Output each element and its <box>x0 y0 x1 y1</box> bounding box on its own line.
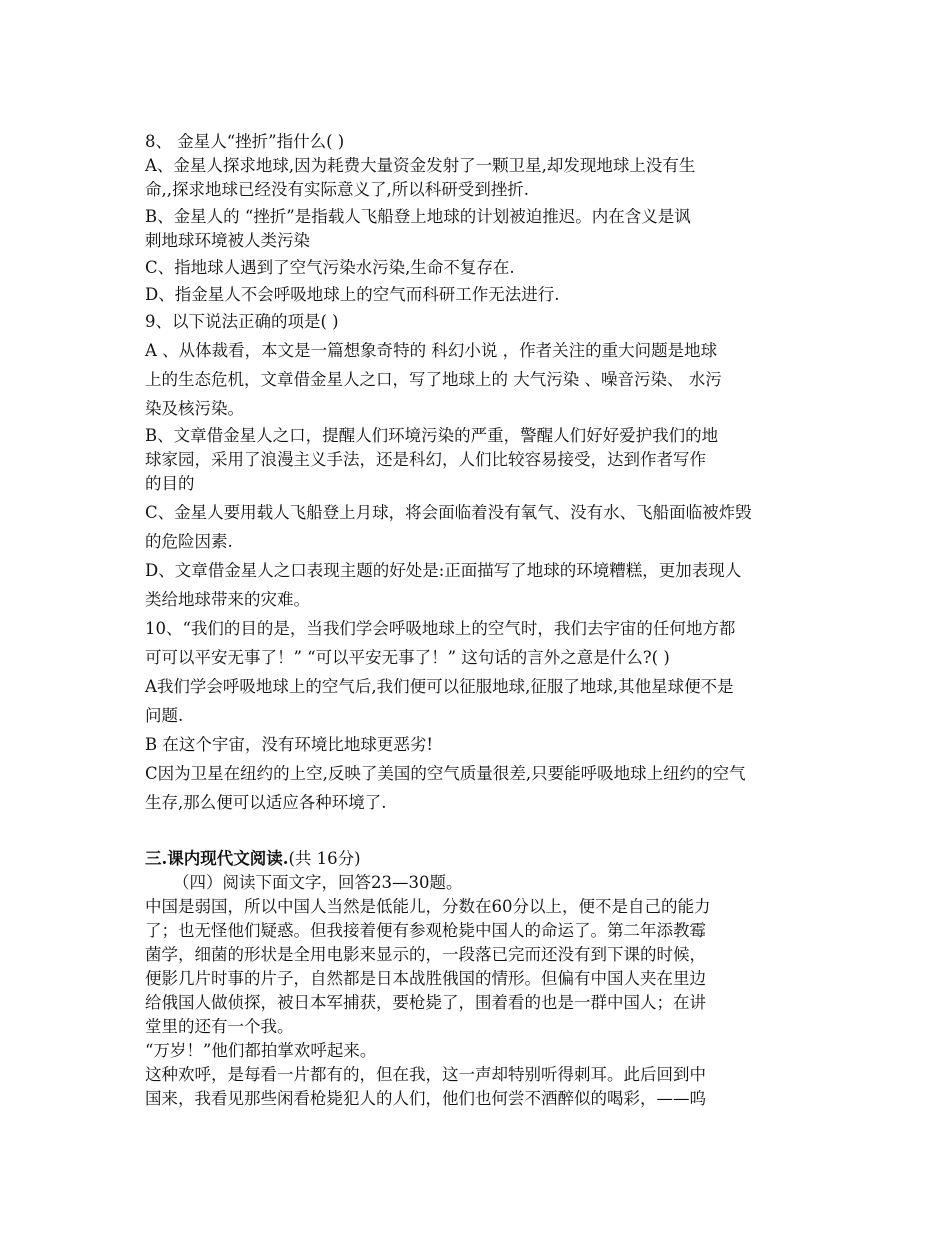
passage-p1-line2: 了；也无怪他们疑惑。但我接着便有参观枪毙中国人的命运了。第二年添教霉 <box>145 921 706 940</box>
document-page <box>145 130 855 1111</box>
section-3-score: (共 16分) <box>288 849 361 868</box>
section-3 <box>145 847 855 1111</box>
q10-option-b: B 在这个宇宙，没有环境比地球更恶劣! <box>145 735 434 754</box>
q9-stem: 9、以下说法正确的项是( ) <box>145 312 339 331</box>
q10-stem-line2: 可可以平安无事了！” “可以平安无事了！” 这句话的言外之意是什么?( ) <box>145 648 670 667</box>
passage-p1-line5: 给俄国人做侦探，被日本军捕获，要枪毙了，围着看的也是一群中国人；在讲 <box>145 993 706 1012</box>
q9-option-b-line3: 的目的 <box>145 474 195 493</box>
q9-option-c-line2: 的危险因素. <box>145 532 233 551</box>
q10-option-a-line2: 问题. <box>145 706 184 725</box>
section-3-heading <box>145 847 855 871</box>
passage-p3-line2: 国来，我看见那些闲看枪毙犯人的人们，他们也何尝不酒醉似的喝彩，——呜 <box>145 1089 706 1108</box>
question-8 <box>145 130 855 307</box>
q9-option-a-line2: 上的生态危机，文章借金星人之口，写了地球上的 大气污染 、噪音污染、 水污 <box>145 370 722 389</box>
q9-option-a-line1: A 、从体裁看，本文是一篇想象奇特的 科幻小说 ，作者关注的重大问题是地球 <box>145 341 718 360</box>
passage-p2: “万岁！”他们都拍掌欢呼起来。 <box>145 1041 377 1060</box>
q8-option-b-line1: B、金星人的 “挫折”是指载人飞船登上地球的计划被迫推迟。内在含义是讽 <box>145 207 691 226</box>
passage-p1-line1: 中国是弱国，所以中国人当然是低能儿，分数在60分以上，便不是自己的能力 <box>145 897 711 916</box>
q10-option-c-line2: 生存,那么便可以适应各种环境了. <box>145 793 387 812</box>
q10-stem-line1: 10、“我们的目的是，当我们学会呼吸地球上的空气时，我们去宇宙的任何地方都 <box>145 619 736 638</box>
q8-stem: 8、 金星人“挫折”指什么( ) <box>145 132 345 151</box>
q9-option-a-line3: 染及核污染。 <box>145 399 244 418</box>
q10-option-a-line1: A我们学会呼吸地球上的空气后,我们便可以征服地球,征服了地球,其他星球便不是 <box>145 677 734 696</box>
q9-option-c-line1: C、金星人要用载人飞船登上月球，将会面临着没有氧气、没有水、飞船面临被炸毁 <box>145 503 752 522</box>
q9-option-d-line1: D、文章借金星人之口表现主题的好处是:正面描写了地球的环境糟糕，更加表现人 <box>145 561 742 580</box>
passage-p1-line6: 堂里的还有一个我。 <box>145 1017 294 1036</box>
q9-option-b-line1: B、文章借金星人之口，提醒人们环境污染的严重，警醒人们好好爱护我们的地 <box>145 426 719 445</box>
section-3-instruction: （四）阅读下面文字，回答23—30题。 <box>173 873 463 892</box>
question-10 <box>145 617 855 815</box>
q8-option-a-line1: A、金星人探求地球,因为耗费大量资金发射了一颗卫星,却发现地球上没有生 <box>145 156 696 175</box>
question-9 <box>145 310 855 612</box>
q10-option-c-line1: C因为卫星在纽约的上空,反映了美国的空气质量很差,只要能呼吸地球上纽约的空气 <box>145 764 746 783</box>
q8-option-b-line2: 刺地球环境被人类污染 <box>145 231 310 250</box>
q8-option-a-line2: 命,,探求地球已经没有实际意义了,所以科研受到挫折. <box>145 180 529 199</box>
passage-p1-line4: 便影几片时事的片子，自然都是日本战胜俄国的情形。但偏有中国人夹在里边 <box>145 969 706 988</box>
q8-option-c: C、指地球人遇到了空气污染水污染,生命不复存在. <box>145 258 515 277</box>
section-3-title: 三.课内现代文阅读. <box>145 849 289 868</box>
q9-option-d-line2: 类给地球带来的灾难。 <box>145 590 310 609</box>
q9-option-b-line2: 球家园，采用了浪漫主义手法，还是科幻，人们比较容易接受，达到作者写作 <box>145 450 706 469</box>
passage-p1-line3: 菌学，细菌的形状是全用电影来显示的，一段落已完而还没有到下课的时候， <box>145 945 706 964</box>
q8-option-d: D、指金星人不会呼吸地球上的空气而科研工作无法进行. <box>145 285 560 304</box>
passage-p3-line1: 这种欢呼，是每看一片都有的，但在我，这一声却特别听得刺耳。此后回到中 <box>145 1065 706 1084</box>
